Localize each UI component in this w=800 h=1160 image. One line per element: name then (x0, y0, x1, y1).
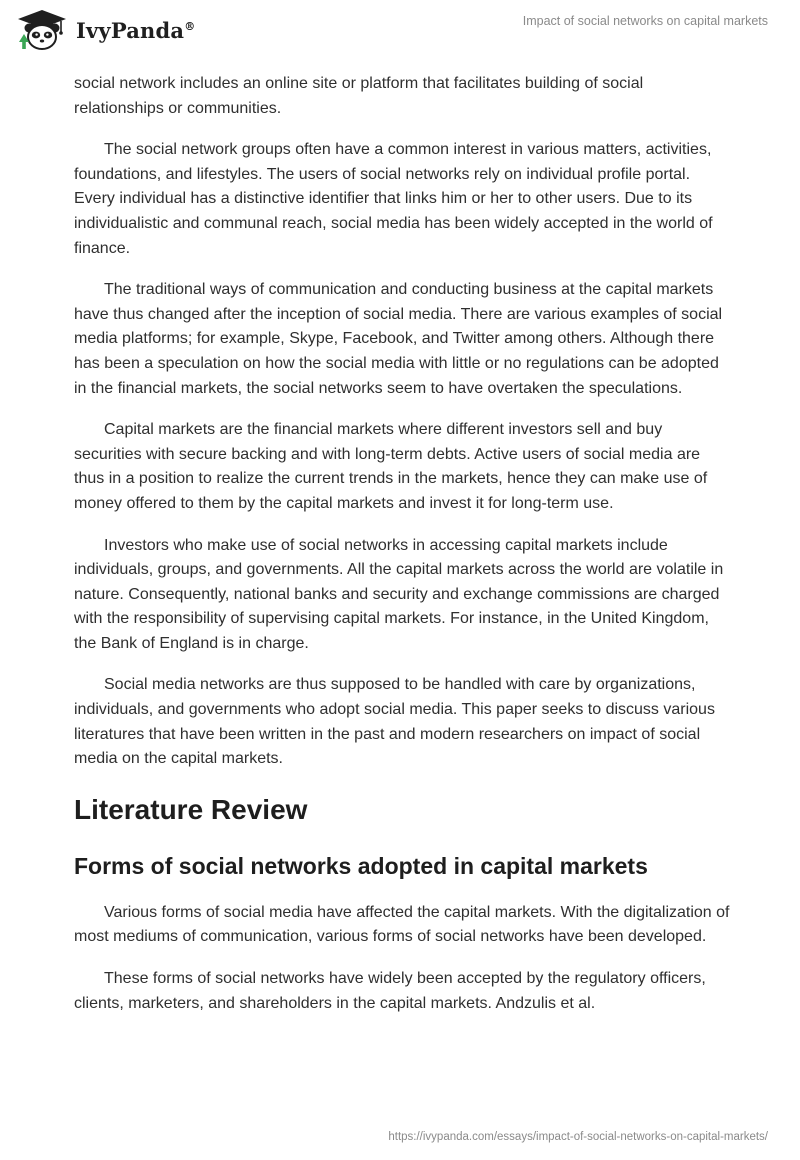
paragraph: The social network groups often have a common interest in various matters, activities, foundations, and lifestyles. The users of social networks rely on individual profile portal. Every individual has a distinctive identifier that links him or her to other users. Due to its individualistic and communal reach, social media has been widely accepted in the world of finance. (74, 141, 713, 257)
section-heading-literature-review: Literature Review (74, 793, 308, 825)
paragraph: Capital markets are the financial markets where different investors sell and buy securities with secure backing and with long-term debts. Active users of social media are thus in a position to realize the current trends in the markets, hence they can make use of money offered to them by the capital markets and invest it for long-term use. (74, 421, 708, 512)
paragraph: Various forms of social media have affected the capital markets. With the digitalization of most mediums of communication, various forms of social networks have been developed. (74, 903, 730, 946)
document-title: Impact of social networks on capital markets (522, 14, 768, 28)
essay-content (74, 72, 734, 1033)
logo-text: IvyPanda® (76, 17, 196, 43)
paragraph: Social media networks are thus supposed to be handled with care by organizations, individuals, and governments who adopt social media. This paper seeks to discuss various literatures that have been written in the past and modern researchers on impact of social media on the capital markets. (74, 676, 715, 768)
subsection-heading-forms: Forms of social networks adopted in capital markets (74, 852, 648, 879)
paragraph: Investors who make use of social networks in accessing capital markets include individuals, groups, and governments. All the capital markets across the world are volatile in nature. Consequently, national banks and security and exchange commissions are charged with the responsibility of supervising capital markets. For instance, in the United Kingdom, the Bank of England is in charge. (74, 536, 724, 652)
page-header (0, 0, 800, 70)
paragraph: social network includes an online site or platform that facilitates building of social relationships or communities. (74, 75, 644, 117)
paragraph: The traditional ways of communication and conducting business at the capital markets have thus changed after the inception of social media. There are various examples of social media platforms; for example, Skype, Facebook, and Twitter among others. Although there has been a speculation on how the social media with little or no regulations can be adopted in the financial markets, the social networks seem to have overtaken the speculations. (74, 281, 723, 397)
ivypanda-logo[interactable] (14, 8, 195, 52)
panda-graduate-logo-icon (14, 8, 70, 52)
footer-source-url[interactable]: https://ivypanda.com/essays/impact-of-social-networks-on-capital-markets/ (388, 1131, 768, 1143)
paragraph: These forms of social networks have widely been accepted by the regulatory officers, clients, marketers, and shareholders in the capital markets. Andzulis et al. (74, 970, 706, 1012)
